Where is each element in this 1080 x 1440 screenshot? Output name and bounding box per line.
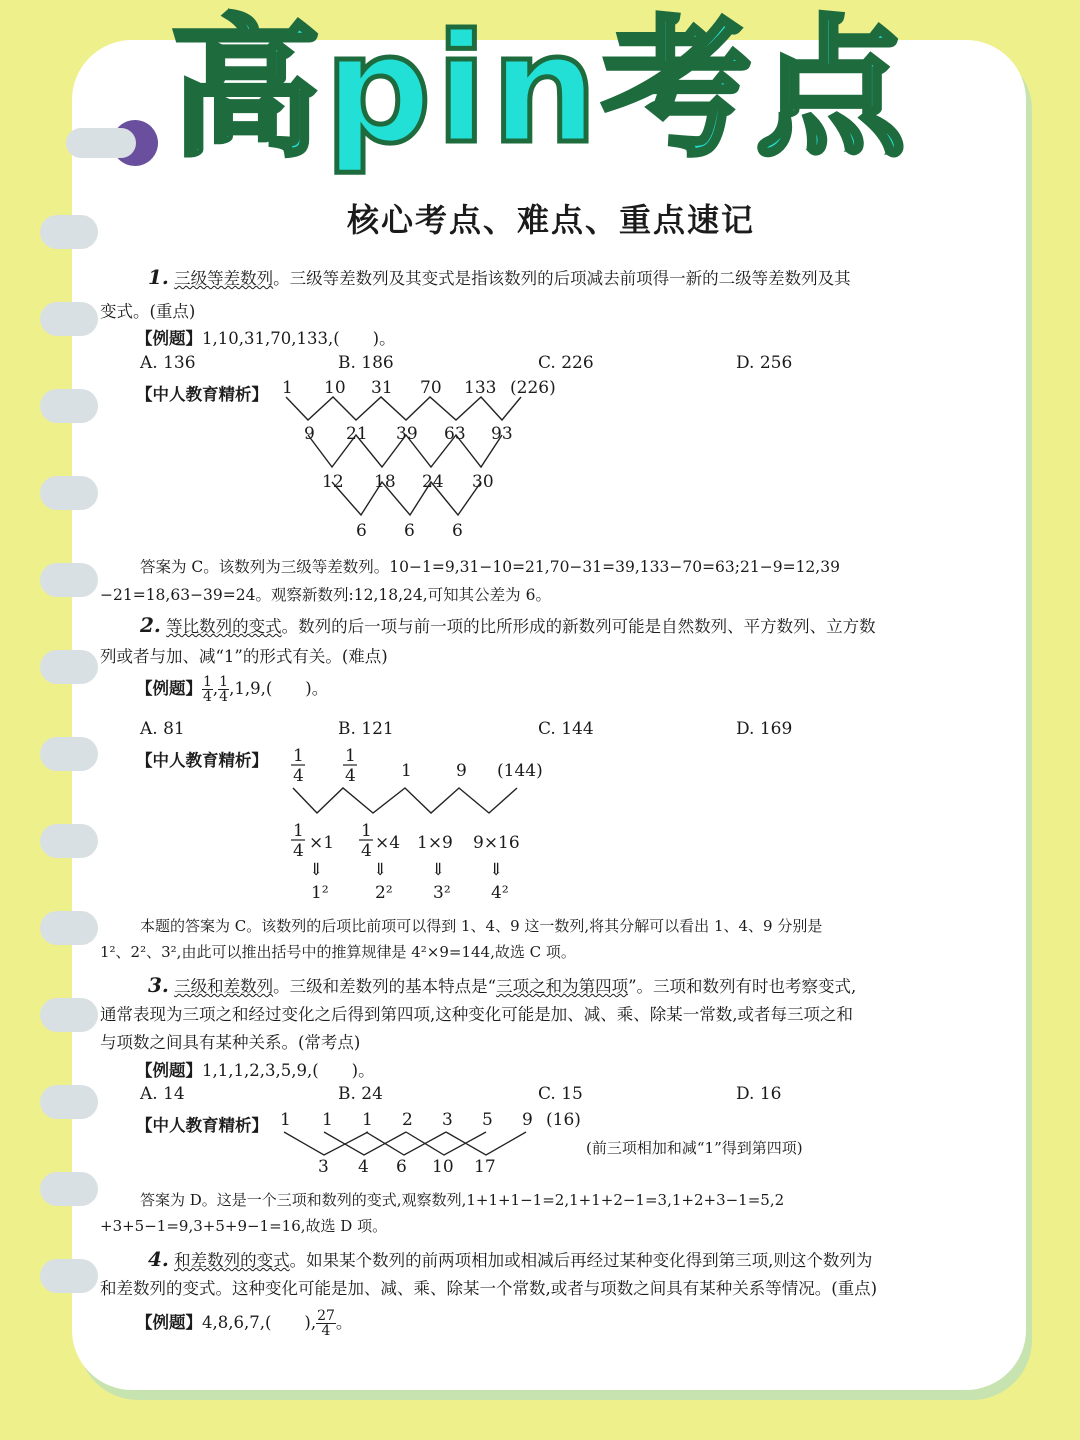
tree-node: 6 xyxy=(356,521,367,541)
option-b: B. 121 xyxy=(338,719,394,739)
binder-tab xyxy=(40,737,98,771)
section-2-example: 【例题】 $\frac{1}{4}$ , $\frac{1}{4}$ ,1,9,( )。 xyxy=(136,674,329,705)
ratio-diagram xyxy=(281,743,571,903)
fraction-numerator: 1 xyxy=(293,746,304,766)
binder-tab xyxy=(40,1259,98,1293)
binder-tab xyxy=(40,650,98,684)
binder-tab xyxy=(40,389,98,423)
analysis-label: 【中人教育精析】 xyxy=(136,1116,268,1135)
section-3-example: 【例题】1,1,1,2,3,5,9,( )。 xyxy=(136,1061,375,1080)
page-title: 核心考点、难点、重点速记 xyxy=(346,201,755,239)
fraction-denominator: 4 xyxy=(361,841,372,861)
tree-node: 10 xyxy=(324,378,346,398)
sum-node: 10 xyxy=(432,1157,454,1177)
difference-tree-diagram xyxy=(276,375,566,545)
tree-node: 133 xyxy=(464,378,497,398)
fraction-denominator: 4 xyxy=(345,766,356,786)
option-d: D. 16 xyxy=(736,1084,782,1104)
ratio-product: 9×16 xyxy=(473,833,520,853)
binder-tab xyxy=(40,911,98,945)
option-d: D. 169 xyxy=(736,719,793,739)
sum-node: 6 xyxy=(396,1157,407,1177)
ratio-product: ×4 xyxy=(375,833,401,853)
ratio-product: ×1 xyxy=(309,833,335,853)
tree-node: 1 xyxy=(282,378,293,398)
square-value: 1² xyxy=(311,883,329,903)
square-value: 4² xyxy=(491,883,509,903)
section-2-answer-1: 本题的答案为 C。该数列的后项比前项可以得到 1、4、9 这一数列,将其分解可以看出 1、4、9 分别是 xyxy=(140,917,823,935)
binder-tab xyxy=(40,476,98,510)
sum-node: 1 xyxy=(362,1110,373,1130)
down-arrow-icon: ⇓ xyxy=(431,860,446,880)
section-2-topic: 等比数列的变式 xyxy=(166,617,282,636)
fraction-numerator: 1 xyxy=(345,746,356,766)
tree-node: 18 xyxy=(374,472,396,492)
ratio-node: (144) xyxy=(497,761,543,781)
tree-node: 6 xyxy=(404,521,415,541)
tree-node: 24 xyxy=(422,472,444,492)
section-3-answer-1: 答案为 D。这是一个三项和数列的变式,观察数列,1+1+1−1=2,1+1+2−1=3,1+2+3−1=5,2 xyxy=(140,1191,785,1209)
tree-node: 31 xyxy=(371,378,393,398)
down-arrow-icon: ⇓ xyxy=(373,860,388,880)
fraction-denominator: 4 xyxy=(293,841,304,861)
binder-tab xyxy=(40,1085,98,1119)
option-a: A. 136 xyxy=(140,353,196,373)
section-4-line-1: 4. 和差数列的变式。如果某个数列的前两项相加或相减后再经过某种变化得到第三项,则这个数列为 xyxy=(148,1247,873,1271)
section-1-topic: 三级等差数列 xyxy=(174,269,274,288)
tree-node: 70 xyxy=(420,378,442,398)
square-value: 2² xyxy=(375,883,393,903)
option-d: D. 256 xyxy=(736,353,793,373)
sum-node: 3 xyxy=(318,1157,329,1177)
tree-node: 30 xyxy=(472,472,494,492)
binder-tab xyxy=(40,824,98,858)
option-c: C. 226 xyxy=(538,353,594,373)
tree-lines xyxy=(286,397,521,515)
sum-node: 1 xyxy=(280,1110,291,1130)
fraction: $\frac{1}{4}$ xyxy=(219,674,229,705)
sum-node: 2 xyxy=(402,1110,413,1130)
binder-tab xyxy=(40,563,98,597)
tree-node: 63 xyxy=(444,424,466,444)
fraction: $\frac{27}{4}$ xyxy=(317,1308,335,1339)
analysis-label: 【中人教育精析】 xyxy=(136,385,268,404)
tree-node: 93 xyxy=(491,424,513,444)
square-value: 3² xyxy=(433,883,451,903)
sum-node: 9 xyxy=(522,1110,533,1130)
section-4-line-2: 和差数列的变式。这种变化可能是加、减、乘、除某一个常数,或者与项数之间具有某种关系等情况。(重点) xyxy=(100,1279,878,1298)
tree-node: 12 xyxy=(322,472,344,492)
banner xyxy=(0,0,1080,190)
binder-tab xyxy=(40,215,98,249)
section-1-answer-1: 答案为 C。该数列为三级等差数列。10−1=9,31−10=21,70−31=39,133−70=63;21−9=12,39 xyxy=(140,558,840,576)
section-3-answer-2: +3+5−1=9,3+5+9−1=16,故选 D 项。 xyxy=(100,1217,388,1235)
section-4-example: 【例题】4,8,6,7,( ), $\frac{27}{4}$ 。 xyxy=(136,1308,353,1339)
sum-node: 3 xyxy=(442,1110,453,1130)
sum-node: 17 xyxy=(474,1157,496,1177)
option-a: A. 81 xyxy=(140,719,185,739)
section-3-topic: 三级和差数列 xyxy=(174,977,274,996)
paper-card xyxy=(72,40,1026,1390)
tree-node: (226) xyxy=(510,378,556,398)
ratio-product: 1×9 xyxy=(417,833,453,853)
sum-node: 4 xyxy=(358,1157,369,1177)
tree-node: 21 xyxy=(346,424,368,444)
ratio-node: 1 xyxy=(401,761,412,781)
section-2-line-1: 2. 等比数列的变式。数列的后一项与前一项的比所形成的新数列可能是自然数列、平方数列、立方数 xyxy=(140,613,876,637)
fraction-numerator: 1 xyxy=(293,821,304,841)
option-b: B. 186 xyxy=(338,353,394,373)
ratio-lines xyxy=(293,788,517,813)
option-b: B. 24 xyxy=(338,1084,383,1104)
fraction-numerator: 1 xyxy=(361,821,372,841)
section-1-line-1: 1. 三级等差数列。三级等差数列及其变式是指该数列的后项减去前项得一新的二级等差数列及其 xyxy=(148,265,851,289)
section-1-answer-2: −21=18,63−39=24。观察新数列:12,18,24,可知其公差为 6。 xyxy=(100,586,551,604)
section-3-line-1: 3. 三级和差数列。三级和差数列的基本特点是“三项之和为第四项”。三项和数列有时也考察变式, xyxy=(148,973,857,997)
tree-node: 9 xyxy=(304,424,315,444)
down-arrow-icon: ⇓ xyxy=(489,860,504,880)
section-1-example: 【例题】1,10,31,70,133,( )。 xyxy=(136,329,396,348)
down-arrow-icon: ⇓ xyxy=(309,860,324,880)
sum-node: (16) xyxy=(546,1110,581,1130)
section-2-line-2: 列或者与加、减“1”的形式有关。(难点) xyxy=(100,647,388,666)
option-a: A. 14 xyxy=(140,1084,185,1104)
binder-tab xyxy=(40,302,98,336)
section-3-line-2: 通常表现为三项之和经过变化之后得到第四项,这种变化可能是加、减、乘、除某一常数,或者每三项之和 xyxy=(100,1005,853,1024)
tree-node: 6 xyxy=(452,521,463,541)
sum-node: 5 xyxy=(482,1110,493,1130)
ratio-node: 9 xyxy=(456,761,467,781)
option-c: C. 15 xyxy=(538,1084,583,1104)
sum-diagram xyxy=(276,1107,606,1182)
fraction: $\frac{1}{4}$ xyxy=(203,674,212,705)
section-3-note: (前三项相加和减“1”得到第四项) xyxy=(586,1139,803,1157)
section-3-line-3: 与项数之间具有某种关系。(常考点) xyxy=(100,1033,361,1052)
option-c: C. 144 xyxy=(538,719,594,739)
fraction-denominator: 4 xyxy=(293,766,304,786)
binder-tab xyxy=(40,998,98,1032)
section-1-line-2: 变式。(重点) xyxy=(100,302,196,321)
analysis-label: 【中人教育精析】 xyxy=(136,751,268,770)
sum-node: 1 xyxy=(322,1110,333,1130)
tree-node: 39 xyxy=(396,424,418,444)
section-4-topic: 和差数列的变式 xyxy=(174,1251,290,1270)
binder-tab xyxy=(40,1172,98,1206)
banner-title: 高pin考点 xyxy=(170,3,910,177)
section-2-answer-2: 1²、2²、3²,由此可以推出括号中的推算规律是 4²×9=144,故选 C 项。 xyxy=(100,943,576,961)
sum-lines xyxy=(284,1132,526,1155)
